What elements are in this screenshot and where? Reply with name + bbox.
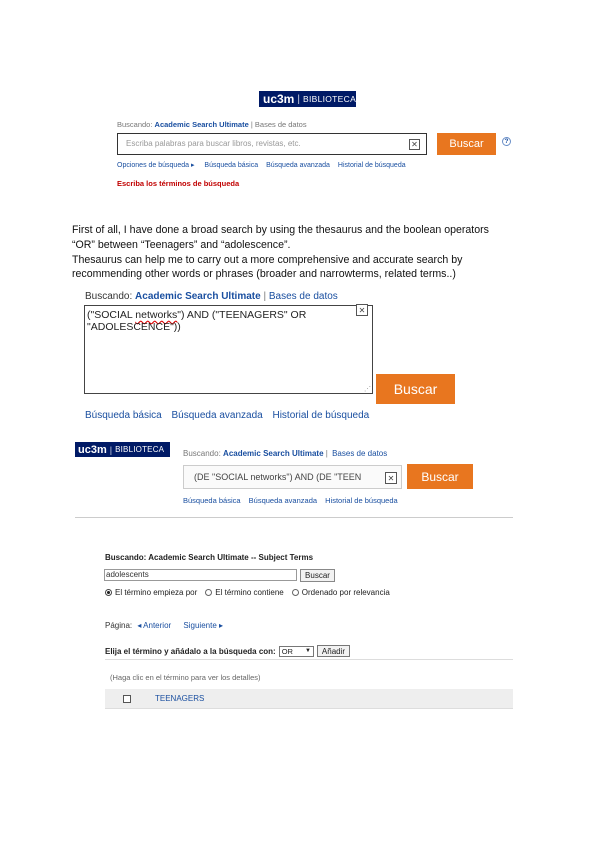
basic-search-link[interactable]: Búsqueda básica xyxy=(85,410,162,421)
search-nav xyxy=(183,496,398,505)
choose-label: Elija el término y añádalo a la búsqueda con: xyxy=(105,646,276,656)
advanced-search-link[interactable]: Búsqueda avanzada xyxy=(171,410,263,421)
pagination xyxy=(105,621,223,630)
term-input[interactable] xyxy=(104,569,297,581)
radio-contains-label: El término contiene xyxy=(215,588,284,597)
query-input[interactable] xyxy=(183,465,402,489)
databases-link[interactable]: Bases de datos xyxy=(332,449,388,458)
clear-icon[interactable]: ✕ xyxy=(409,139,420,150)
radio-starts-with[interactable] xyxy=(105,589,112,596)
search-history-link[interactable]: Historial de búsqueda xyxy=(325,496,398,505)
search-button[interactable]: Buscar xyxy=(407,464,473,489)
paragraph-line: recommending other words or phrases (broader and narrowterms, related terms..) xyxy=(72,268,456,281)
add-button[interactable]: Añadir xyxy=(317,645,350,657)
logo-separator: | xyxy=(109,444,113,455)
search-context: Buscando: Academic Search Ultimate | Bases de datos xyxy=(117,120,307,129)
radio-relevance-label: Ordenado por relevancia xyxy=(301,588,390,597)
prev-link[interactable]: ◂ Anterior xyxy=(137,621,172,630)
search-input[interactable] xyxy=(117,133,427,155)
logo-uc3m: uc3m xyxy=(78,443,107,456)
operator-select[interactable] xyxy=(279,646,314,657)
databases-link[interactable]: Bases de datos xyxy=(268,291,338,302)
search-placeholder: Escriba palabras para buscar libros, revistas, etc. xyxy=(126,139,301,148)
clear-icon[interactable]: ✕ xyxy=(385,472,397,484)
error-message: Escriba los términos de búsqueda xyxy=(117,179,240,188)
term-checkbox[interactable] xyxy=(123,695,131,703)
database-link[interactable]: Academic Search Ultimate xyxy=(223,449,324,458)
paragraph-line: First of all, I have done a broad search by using the thesaurus and the boolean operators xyxy=(72,224,489,236)
search-history-link[interactable]: Historial de búsqueda xyxy=(272,410,370,421)
term-input-value: adolescents xyxy=(106,570,149,579)
add-term-row xyxy=(105,645,350,657)
databases-link[interactable]: Bases de datos xyxy=(254,120,307,129)
table-row xyxy=(105,689,513,709)
database-link[interactable]: Academic Search Ultimate xyxy=(135,291,261,302)
hint-text: (Haga clic en el término para ver los detalles) xyxy=(110,673,261,682)
searching-label: Buscando: xyxy=(117,120,153,129)
library-logo xyxy=(259,91,356,107)
searching-label: Buscando: xyxy=(183,449,221,458)
search-button[interactable]: Buscar xyxy=(376,374,455,404)
basic-search-link[interactable]: Búsqueda básica xyxy=(183,496,241,505)
database-link[interactable]: Academic Search Ultimate xyxy=(154,120,249,129)
library-logo xyxy=(75,442,170,457)
radio-relevance[interactable] xyxy=(292,589,299,596)
divider xyxy=(105,659,513,660)
chevron-down-icon: ▼ xyxy=(304,648,311,654)
radio-contains[interactable] xyxy=(205,589,212,596)
next-link[interactable]: Siguiente ▸ xyxy=(183,621,224,630)
paragraph-line: “OR” between “Teenagers” and “adolescence”. xyxy=(72,238,291,251)
logo-biblioteca: BIBLIOTECA xyxy=(115,445,165,454)
help-icon[interactable]: ? xyxy=(502,137,511,146)
searching-label: Buscando: xyxy=(85,291,133,302)
search-options-link[interactable]: Opciones de búsqueda ▸ xyxy=(117,162,195,169)
radio-starts-with-label: El término empieza por xyxy=(115,588,198,597)
browse-button[interactable]: Buscar xyxy=(300,569,335,582)
search-history-link[interactable]: Historial de búsqueda xyxy=(337,162,406,169)
basic-search-link[interactable]: Búsqueda básica xyxy=(204,162,259,169)
logo-biblioteca: BIBLIOTECA xyxy=(302,94,357,104)
page-label: Página: xyxy=(105,621,133,630)
logo-separator: | xyxy=(297,93,300,105)
divider xyxy=(75,517,513,518)
query-text: (DE "SOCIAL networks") AND (DE "TEEN xyxy=(194,472,362,482)
operator-value: OR xyxy=(281,646,293,656)
resize-handle-icon[interactable]: ⋰ xyxy=(364,386,371,393)
search-nav xyxy=(85,410,369,421)
term-link[interactable]: TEENAGERS xyxy=(155,694,205,703)
clear-icon[interactable]: ✕ xyxy=(356,304,368,316)
search-nav xyxy=(117,161,406,169)
query-text: ("SOCIAL networks") AND ("TEENAGERS" OR "ADOLESCENCE")) xyxy=(87,309,307,333)
logo-uc3m: uc3m xyxy=(263,92,295,106)
query-textarea[interactable] xyxy=(84,305,373,394)
explanation-paragraph xyxy=(72,223,522,282)
search-button[interactable]: Buscar xyxy=(437,133,496,155)
radio-group xyxy=(105,588,390,597)
advanced-search-link[interactable]: Búsqueda avanzada xyxy=(248,496,318,505)
advanced-search-link[interactable]: Búsqueda avanzada xyxy=(266,162,330,169)
search-context: Buscando: Academic Search Ultimate | Bases de datos xyxy=(183,449,388,458)
subject-terms-title: Buscando: Academic Search Ultimate -- Subject Terms xyxy=(105,553,314,562)
paragraph-line: Thesaurus can help me to carry out a more comprehensive and accurate search by xyxy=(72,253,463,266)
search-context: Buscando: Academic Search Ultimate | Bases de datos xyxy=(85,291,338,302)
